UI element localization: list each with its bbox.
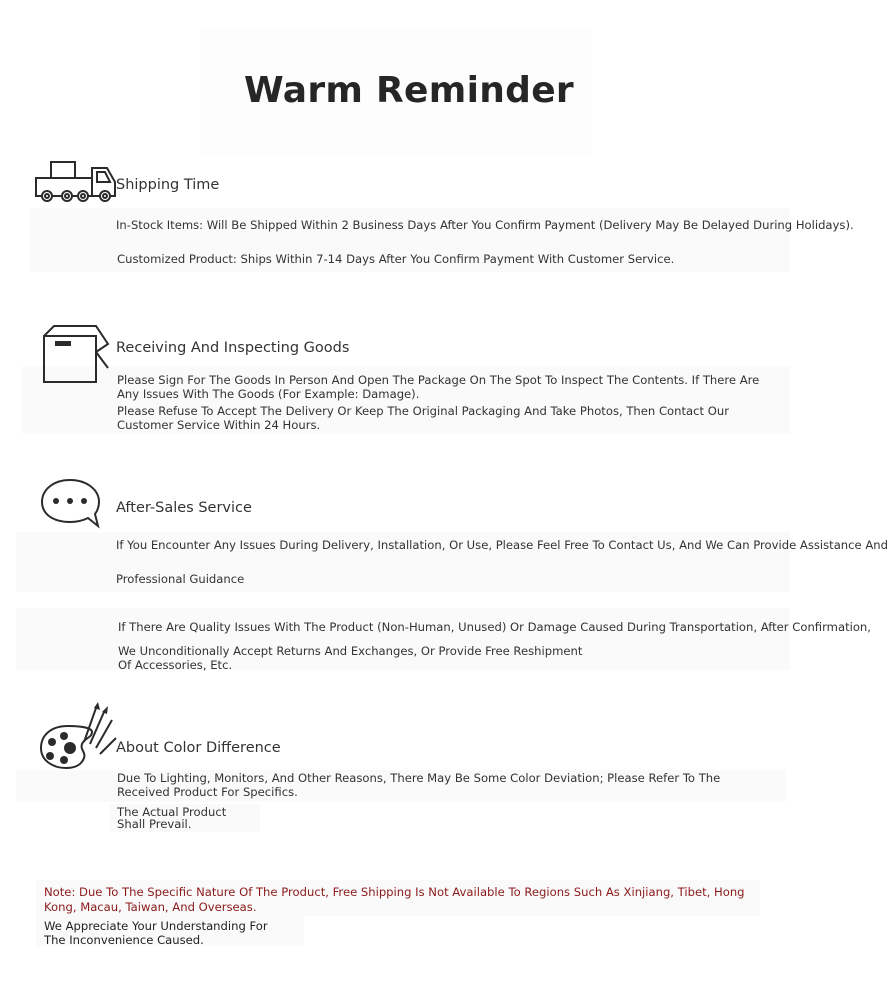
chat-bubble-icon: [38, 476, 104, 532]
package-box-icon: [40, 322, 112, 386]
truck-icon: [33, 158, 119, 206]
page-title: Warm Reminder: [244, 70, 574, 111]
shipping-note: Note: Due To The Specific Nature Of The Product, Free Shipping Is Not Available To Regions Such As Xinjiang, Tibet, Hong Kong, Macau, Taiwan, And Overseas.: [44, 885, 745, 914]
appreciation-note: We Appreciate Your Understanding For The Inconvenience Caused.: [44, 919, 268, 947]
section-heading-shipping: Shipping Time: [116, 177, 220, 193]
after-sales-line-3: If There Are Quality Issues With The Product (Non-Human, Unused) Or Damage Caused During Transportation, After Confirmation,: [118, 620, 871, 634]
color-line-1: Due To Lighting, Monitors, And Other Reasons, There May Be Some Color Deviation; Please Refer To The Received Product For Specifics.: [117, 771, 721, 799]
color-line-2: The Actual Product Shall Prevail.: [117, 805, 227, 831]
after-sales-line-2: Professional Guidance: [116, 572, 245, 586]
after-sales-line-4: We Unconditionally Accept Returns And Exchanges, Or Provide Free Reshipment Of Accessories, Etc.: [118, 644, 583, 672]
section-heading-after-sales: After-Sales Service: [116, 500, 252, 516]
paint-palette-icon: [38, 702, 118, 774]
after-sales-line-1: If You Encounter Any Issues During Delivery, Installation, Or Use, Please Feel Free To Contact Us, And We Can Provide Assistance And: [116, 538, 888, 552]
section-heading-receiving: Receiving And Inspecting Goods: [116, 340, 350, 356]
shipping-line-1: In-Stock Items: Will Be Shipped Within 2 Business Days After You Confirm Payment (Delivery May Be Delayed During Holidays).: [116, 218, 854, 232]
section-heading-color: About Color Difference: [116, 740, 281, 756]
shipping-line-2: Customized Product: Ships Within 7-14 Days After You Confirm Payment With Customer Service.: [117, 252, 675, 266]
receiving-line-1: Please Sign For The Goods In Person And Open The Package On The Spot To Inspect The Contents. If There Are Any Issues With The Goods (For Example: Damage).: [117, 373, 760, 401]
receiving-line-2: Please Refuse To Accept The Delivery Or Keep The Original Packaging And Take Photos, Then Contact Our Customer Service Within 24 Hours.: [117, 404, 729, 432]
